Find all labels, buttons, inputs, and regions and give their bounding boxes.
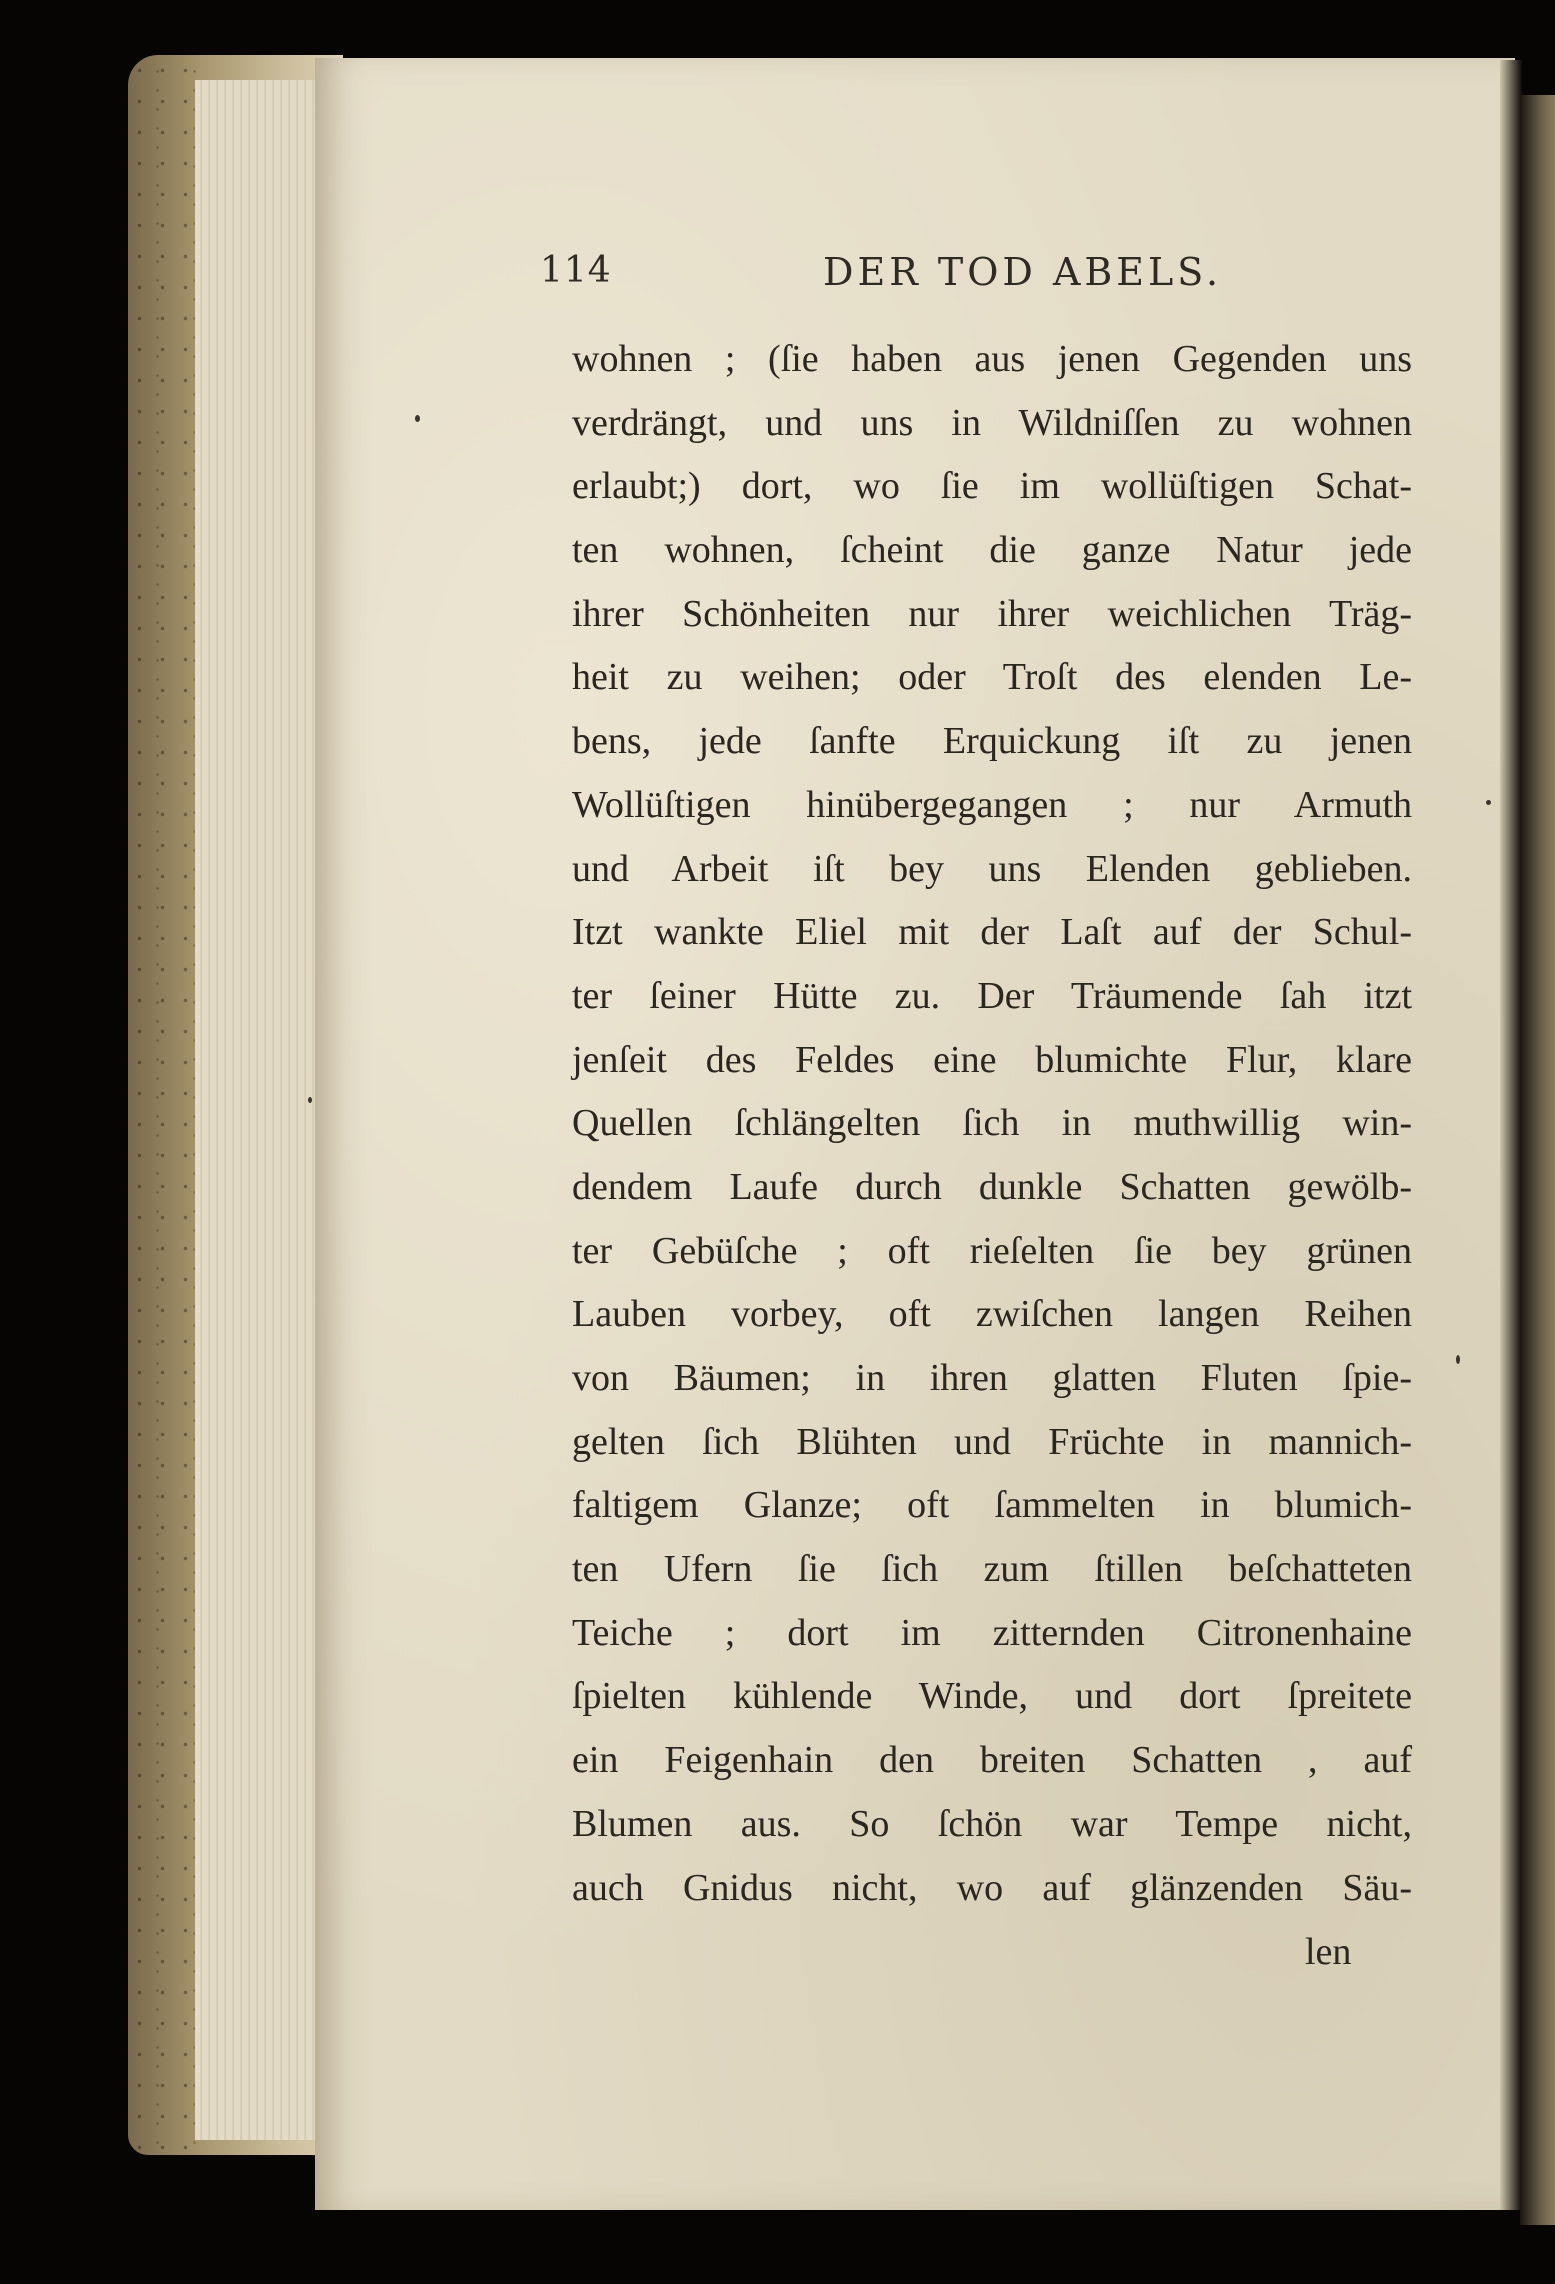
text-line: und Arbeit iſt bey uns Elenden geblieben. — [572, 847, 1412, 890]
text-line: ihrer Schönheiten nur ihrer weichlichen Träg- — [572, 592, 1412, 635]
running-title: DER TOD ABELS. — [823, 250, 1223, 294]
text-line: wohnen ; (ſie haben aus jenen Gegenden uns — [572, 338, 1412, 380]
text-line: erlaubt;) dort, wo ſie im wollüſtigen Schat- — [572, 465, 1412, 508]
text-line: ter ſeiner Hütte zu. Der Träumende ſah itzt — [572, 974, 1412, 1017]
ink-speck — [415, 415, 420, 422]
text-line: Teiche ; dort im zitternden Citronenhaine — [572, 1611, 1412, 1654]
text-line: heit zu weihen; oder Troſt des elenden Le- — [572, 656, 1412, 699]
text-line: faltigem Glanze; oft ſammelten in blumich- — [572, 1484, 1412, 1527]
text-line: ten Ufern ſie ſich zum ſtillen beſchatteten — [572, 1548, 1412, 1591]
text-line: Itzt wankte Eliel mit der Laſt auf der Schul- — [572, 911, 1412, 954]
ink-speck — [1456, 1355, 1460, 1364]
body-text — [572, 328, 1412, 1920]
text-line: von Bäumen; in ihren glatten Fluten ſpie- — [572, 1357, 1412, 1399]
ink-speck — [308, 1097, 312, 1103]
running-header — [540, 250, 1340, 310]
text-line: Lauben vorbey, oft zwiſchen langen Reihen — [572, 1293, 1412, 1336]
text-line: jenſeit des Feldes eine blumichte Flur, klare — [572, 1038, 1412, 1081]
ink-speck — [1486, 800, 1491, 805]
text-line: dendem Laufe durch dunkle Schatten gewölb- — [572, 1165, 1412, 1208]
text-line: ein Feigenhain den breiten Schatten , auf — [572, 1739, 1412, 1782]
catchword: len — [1305, 1931, 1352, 1973]
text-line: ſpielten kühlende Winde, und dort ſpreitete — [572, 1675, 1412, 1718]
text-line: Wollüſtigen hinübergegangen ; nur Armuth — [572, 783, 1412, 826]
page-number: 114 — [540, 250, 612, 291]
text-line: gelten ſich Blühten und Früchte in mannich- — [572, 1420, 1412, 1463]
text-line: verdrängt, und uns in Wildniſſen zu wohnen — [572, 401, 1412, 444]
text-line: bens, jede ſanfte Erquickung iſt zu jenen — [572, 720, 1412, 763]
text-line: auch Gnidus nicht, wo auf glänzenden Säu- — [572, 1866, 1412, 1909]
text-line: ter Gebüſche ; oft rieſelten ſie bey grünen — [572, 1229, 1412, 1272]
text-line: ten wohnen, ſcheint die ganze Natur jede — [572, 529, 1412, 572]
text-line: Blumen aus. So ſchön war Tempe nicht, — [572, 1802, 1412, 1845]
fore-edge-speckle — [128, 55, 198, 2155]
next-page-edge — [1520, 95, 1555, 2225]
text-line: Quellen ſchlängelten ſich in muthwillig win- — [572, 1102, 1412, 1145]
gutter-shadow — [1500, 60, 1522, 2210]
